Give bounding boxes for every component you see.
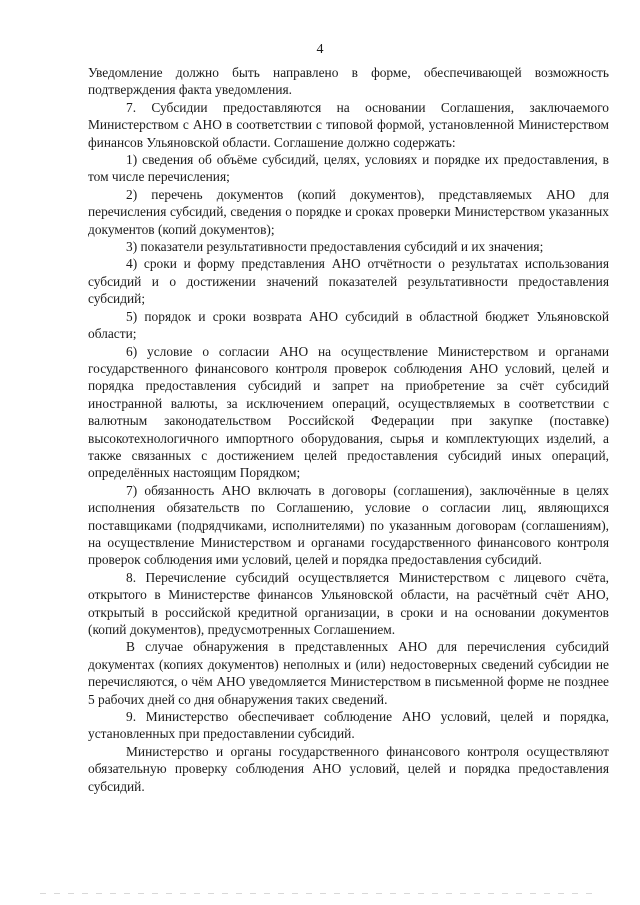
scan-artifact-line xyxy=(40,893,600,894)
document-body xyxy=(88,64,609,795)
page-number: 4 xyxy=(316,42,324,57)
paragraph: 9. Министерство обеспечивает соблюдение АНО условий, целей и порядка, установленных при предоставлении субсидий. xyxy=(88,709,609,742)
paragraph: Министерство и органы государственного финансового контроля осуществляют обязательную проверку соблюдения АНО условий, целей и порядка предоставления субсидий. xyxy=(88,743,609,794)
paragraph: 5) порядок и сроки возврата АНО субсидий в областной бюджет Ульяновской области; xyxy=(88,308,609,342)
paragraph: 3) показатели результативности предоставления субсидий и их значения; xyxy=(126,239,544,255)
paragraph: 7) обязанность АНО включать в договоры (соглашения), заключённые в целях исполнения обязательств по Соглашению, условие о согласии лиц, являющихся поставщиками (подрядчиками, исполнителями) по указанным договорам (соглашениям), на осуществление Министерством и органами государственного финансового контроля проверок соблюдения ими условий, целей и порядка предоставления субсидий. xyxy=(88,482,609,568)
paragraph: 4) сроки и форму представления АНО отчётности о результатах использования субсидий и о достижении значений показателей результативности предоставления субсидий; xyxy=(88,256,609,307)
paragraph: 6) условие о согласии АНО на осуществление Министерством и органами государственного финансового контроля проверок соблюдения АНО условий, целей и порядка предоставления субсидий и запрет на приобретение за счёт субсидий иностранной валюты, за исключением операций, осуществляемых в соответствии с валютным законодательством Российской Федерации при закупке (поставке) высокотехнологичного импортного оборудования, сырья и комплектующих изделий, а также связанных с достижением целей предоставления субсидий иных операций, определённых настоящим Порядком; xyxy=(88,343,609,481)
paragraph: В случае обнаружения в представленных АНО для перечисления субсидий документах (копиях документов) неполных и (или) недостоверных сведений субсидии не перечисляются, о чём АНО уведомляется Министерством в письменной форме не позднее 5 рабочих дней со дня обнаружения таких сведений. xyxy=(88,639,609,707)
paragraph: 1) сведения об объёме субсидий, целях, условиях и порядке их предоставления, в том числе перечисления; xyxy=(88,152,609,185)
paragraph: 7. Субсидии предоставляются на основании Соглашения, заключаемого Министерством с АНО в соответствии с типовой формой, установленной Министерством финансов Ульяновской области. Соглашение должно содержать: xyxy=(88,99,609,150)
paragraph: 2) перечень документов (копий документов), представляемых АНО для перечисления субсидий, сведения о порядке и сроках проверки Министерством указанных документов (копий документов); xyxy=(88,186,609,237)
paragraph: Уведомление должно быть направлено в форме, обеспечивающей возможность подтверждения факта уведомления. xyxy=(88,65,609,98)
paragraph: 8. Перечисление субсидий осуществляется Министерством с лицевого счёта, открытого в Министерстве финансов Ульяновской области, на расчётный счёт АНО, открытый в российской кредитной организации, в сроки и на основании документов (копий документов), предусмотренных Соглашением. xyxy=(88,569,609,637)
